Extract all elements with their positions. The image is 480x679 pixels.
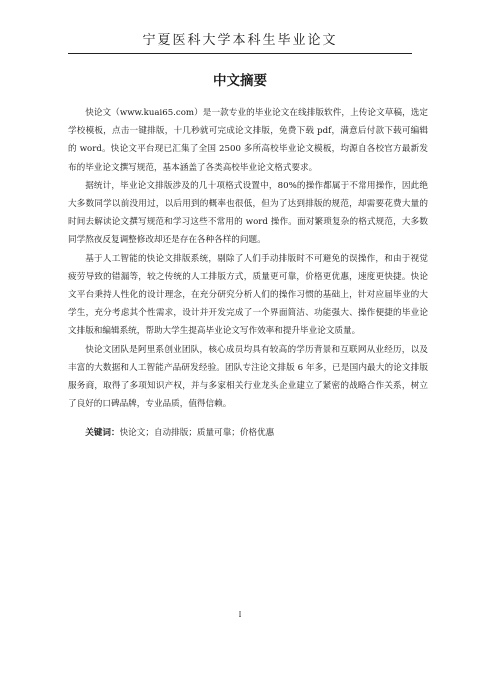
abstract-body — [68, 104, 428, 443]
keywords-text: 快论文；自动排版；质量可靠；价格优惠 — [119, 428, 275, 439]
abstract-paragraph-1: 快论文（www.kuai65.com）是一款专业的毕业论文在线排版软件，上传论文草稿，选定学校模板，点击一键排版，十几秒就可完成论文排版，免费下载 pdf，满意后付款下载可编辑的 word。快论文平台现已汇集了全国 2500 多所高校毕业论文模板，均源自各校官方最新发布的毕业论文撰写规范，基本涵盖了各类高校毕业论文格式要求。 — [68, 108, 428, 173]
abstract-paragraph-2: 据统计，毕业论文排版涉及的几十项格式设置中，80%的操作都属于不常用操作，因此绝大多数同学以前没用过，以后用到的概率也很低，但为了达到排版的规范，却需要花费大量的时间去解读论文撰写规范和学习这些不常用的 word 操作。面对繁琐复杂的格式规范，大多数同学熬夜反复调整修改却还是存在各种各样的问题。 — [68, 180, 428, 246]
keywords-label: 关键词： — [85, 428, 120, 439]
abstract-title: 中文摘要 — [213, 73, 267, 89]
abstract-paragraph-4: 快论文团队是阿里系创业团队，核心成员均具有较高的学历背景和互联网从业经历，以及丰富的大数据和人工智能产品研发经验。团队专注论文排版 6 年多，已是国内最大的论文排版服务商，取得了多项知识产权，并与多家相关行业龙头企业建立了紧密的战略合作关系，树立了良好的口碑品牌，专业品质，值得信赖。 — [68, 344, 428, 410]
keywords-line — [68, 424, 428, 442]
page-number: I — [238, 611, 242, 619]
abstract-paragraph-3: 基于人工智能的快论文排版系统，剔除了人们手动排版时不可避免的误操作，和由于视觉疲劳导致的错漏等，较之传统的人工排版方式，质量更可靠，价格更优惠，速度更快捷。快论文平台秉持人性化的设计理念，在充分研究分析人们的操作习惯的基础上，针对应届毕业的大学生，充分考虑其个性需求，设计并开发完成了一个界面简洁、功能强大、操作便捷的毕业论文排版和编辑系统，帮助大学生提高毕业论文写作效率和提升毕业论文质量。 — [68, 253, 428, 337]
header-rule — [68, 53, 412, 54]
running-header: 宁夏医科大学本科生毕业论文 — [142, 33, 338, 48]
